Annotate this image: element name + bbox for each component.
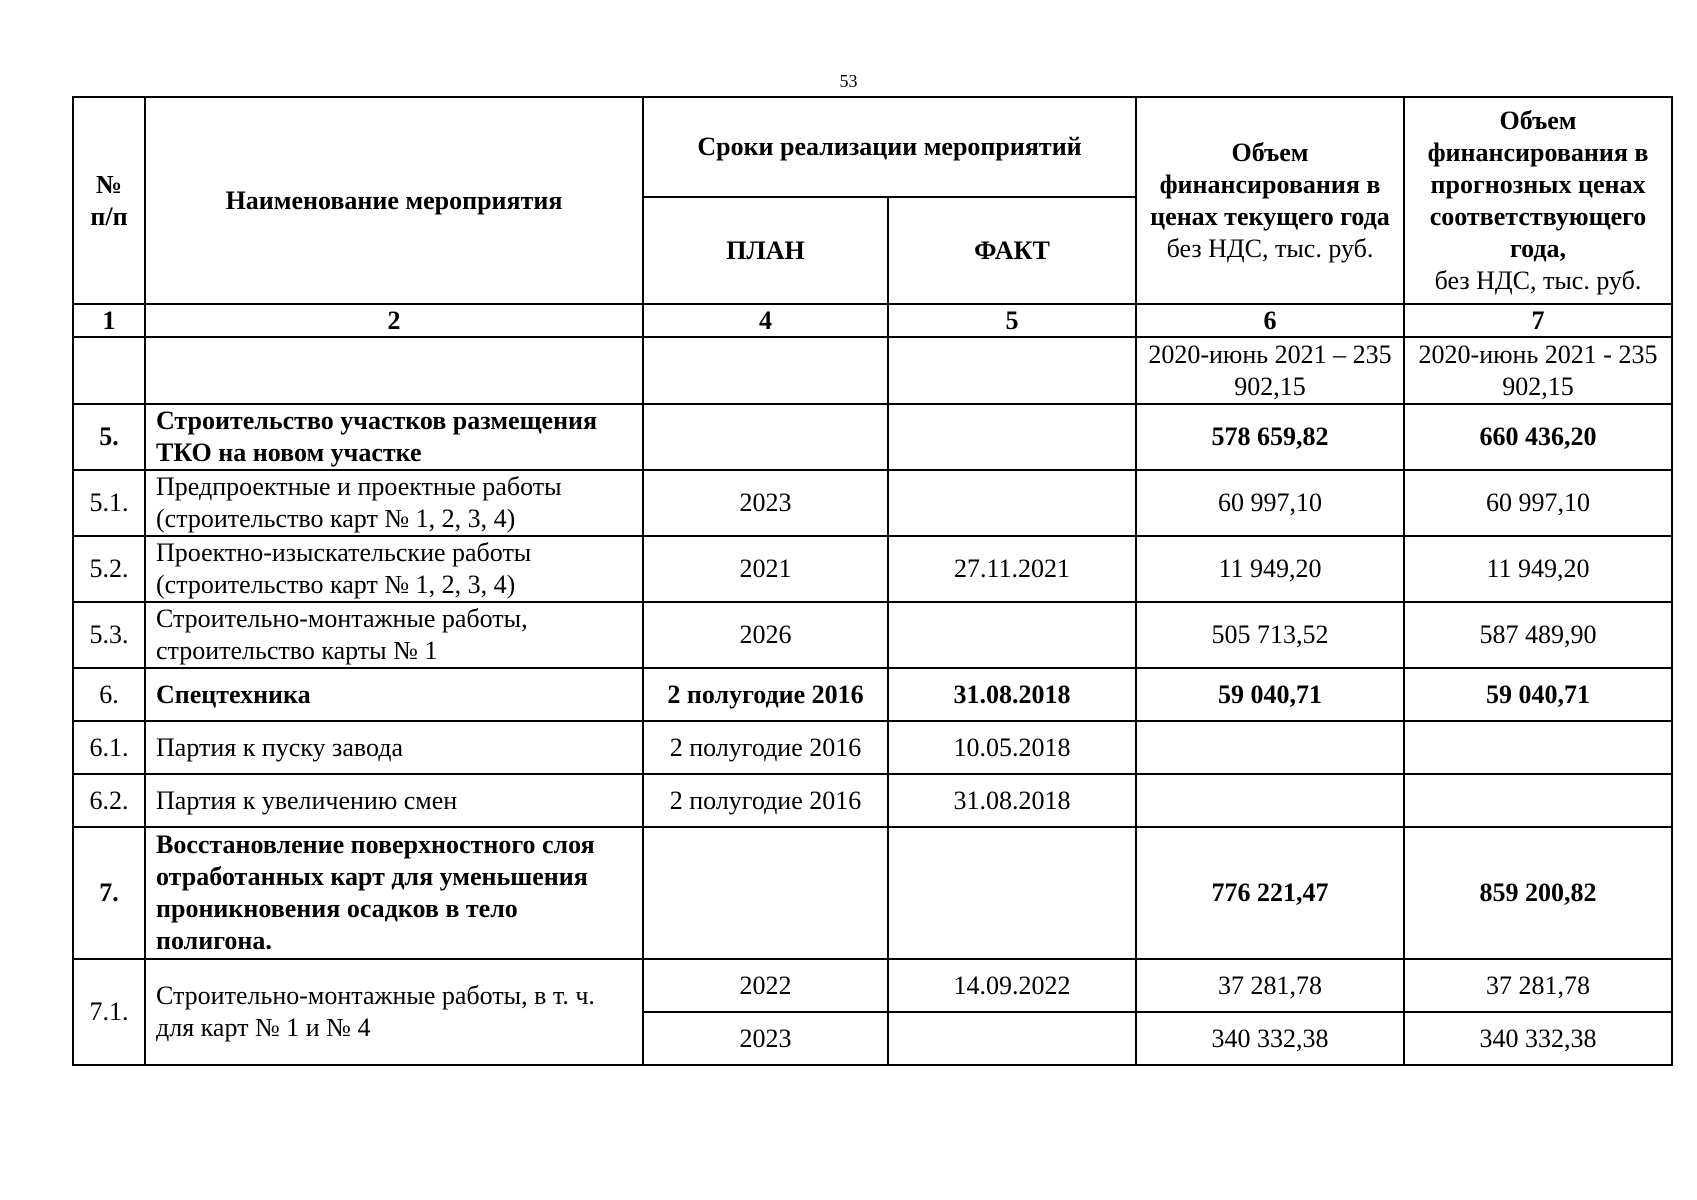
- table-row: [73, 470, 1672, 536]
- header-volume-forecast: [1404, 97, 1672, 304]
- header-plan: ПЛАН: [643, 197, 888, 304]
- row-volume-current: 2020-июнь 2021 – 235 902,15: [1136, 337, 1404, 404]
- row-volume-forecast: 2020-июнь 2021 - 235 902,15: [1404, 337, 1672, 404]
- col-number: 7: [1404, 304, 1672, 337]
- row-volume-current: [1136, 774, 1404, 827]
- row-plan: [643, 827, 888, 959]
- row-volume-forecast: 859 200,82: [1404, 827, 1672, 959]
- row-volume-current: 340 332,38: [1136, 1012, 1404, 1065]
- row-plan: 2 полугодие 2016: [643, 774, 888, 827]
- row-plan: 2 полугодие 2016: [643, 668, 888, 721]
- row-name: Партия к увеличению смен: [145, 774, 643, 827]
- header-fact: ФАКТ: [888, 197, 1136, 304]
- row-num: 6.2.: [73, 774, 145, 827]
- row-num: 7.: [73, 827, 145, 959]
- row-volume-forecast: 11 949,20: [1404, 536, 1672, 602]
- row-volume-forecast: 660 436,20: [1404, 404, 1672, 470]
- row-fact: [888, 337, 1136, 404]
- row-num: 5.2.: [73, 536, 145, 602]
- row-plan: [643, 337, 888, 404]
- row-volume-current: 505 713,52: [1136, 602, 1404, 668]
- row-plan: 2023: [643, 470, 888, 536]
- row-fact: [888, 404, 1136, 470]
- row-volume-forecast: 60 997,10: [1404, 470, 1672, 536]
- row-fact: 14.09.2022: [888, 959, 1136, 1012]
- row-plan: 2021: [643, 536, 888, 602]
- row-volume-current: 11 949,20: [1136, 536, 1404, 602]
- row-volume-current: 578 659,82: [1136, 404, 1404, 470]
- column-numbers-row: [73, 304, 1672, 337]
- row-num: 7.1.: [73, 959, 145, 1065]
- table-row: [73, 721, 1672, 774]
- row-fact: [888, 602, 1136, 668]
- row-plan: 2026: [643, 602, 888, 668]
- row-name: Партия к пуску завода: [145, 721, 643, 774]
- header-volume-current: [1136, 97, 1404, 304]
- header-terms: Сроки реализации мероприятий: [643, 97, 1136, 197]
- row-num: 5.: [73, 404, 145, 470]
- header-volume-forecast-title: Объем финансирования в прогнозных ценах соответствующего года,: [1427, 105, 1649, 263]
- col-number: 5: [888, 304, 1136, 337]
- row-name: Строительно-монтажные работы, в т. ч. для карт № 1 и № 4: [145, 959, 643, 1065]
- table-row: [73, 827, 1672, 959]
- row-fact: 10.05.2018: [888, 721, 1136, 774]
- col-number: 1: [73, 304, 145, 337]
- col-number: 4: [643, 304, 888, 337]
- row-volume-current: 776 221,47: [1136, 827, 1404, 959]
- row-name: Предпроектные и проектные работы (строительство карт № 1, 2, 3, 4): [145, 470, 643, 536]
- table-row: [73, 774, 1672, 827]
- row-num: 6.: [73, 668, 145, 721]
- table-row: [73, 337, 1672, 404]
- row-volume-forecast: 59 040,71: [1404, 668, 1672, 721]
- row-fact: [888, 827, 1136, 959]
- row-volume-forecast: 340 332,38: [1404, 1012, 1672, 1065]
- row-fact: [888, 470, 1136, 536]
- row-fact: [888, 1012, 1136, 1065]
- row-num: 5.3.: [73, 602, 145, 668]
- table-row: [73, 668, 1672, 721]
- row-volume-forecast: 587 489,90: [1404, 602, 1672, 668]
- header-volume-current-title: Объем финансирования в ценах текущего года: [1150, 137, 1390, 231]
- header-row: [73, 97, 1672, 197]
- row-plan: 2 полугодие 2016: [643, 721, 888, 774]
- row-num: [73, 337, 145, 404]
- col-number: 2: [145, 304, 643, 337]
- row-fact: 31.08.2018: [888, 668, 1136, 721]
- row-volume-forecast: [1404, 774, 1672, 827]
- row-plan: 2022: [643, 959, 888, 1012]
- table-row: [73, 959, 1672, 1012]
- header-name: Наименование мероприятия: [145, 97, 643, 304]
- row-volume-current: 37 281,78: [1136, 959, 1404, 1012]
- row-num: 6.1.: [73, 721, 145, 774]
- page-number: 53: [839, 71, 858, 91]
- row-name: Восстановление поверхностного слоя отработанных карт для уменьшения проникновения осадков в тело полигона.: [145, 827, 643, 959]
- row-volume-current: 60 997,10: [1136, 470, 1404, 536]
- table-row: [73, 536, 1672, 602]
- row-name: Строительно-монтажные работы, строительство карты № 1: [145, 602, 643, 668]
- header-volume-forecast-unit: без НДС, тыс. руб.: [1434, 265, 1642, 295]
- row-volume-forecast: 37 281,78: [1404, 959, 1672, 1012]
- row-name: [145, 337, 643, 404]
- row-plan: 2023: [643, 1012, 888, 1065]
- row-name: Спецтехника: [145, 668, 643, 721]
- table-row: [73, 404, 1672, 470]
- row-volume-forecast: [1404, 721, 1672, 774]
- row-fact: 31.08.2018: [888, 774, 1136, 827]
- row-fact: 27.11.2021: [888, 536, 1136, 602]
- header-volume-current-unit: без НДС, тыс. руб.: [1166, 233, 1374, 263]
- row-volume-current: 59 040,71: [1136, 668, 1404, 721]
- header-num: № п/п: [73, 97, 145, 304]
- col-number: 6: [1136, 304, 1404, 337]
- activities-table: [72, 96, 1673, 1066]
- row-name: Строительство участков размещения ТКО на новом участке: [145, 404, 643, 470]
- table-row: [73, 602, 1672, 668]
- row-volume-current: [1136, 721, 1404, 774]
- row-plan: [643, 404, 888, 470]
- row-name: Проектно-изыскательские работы (строительство карт № 1, 2, 3, 4): [145, 536, 643, 602]
- row-num: 5.1.: [73, 470, 145, 536]
